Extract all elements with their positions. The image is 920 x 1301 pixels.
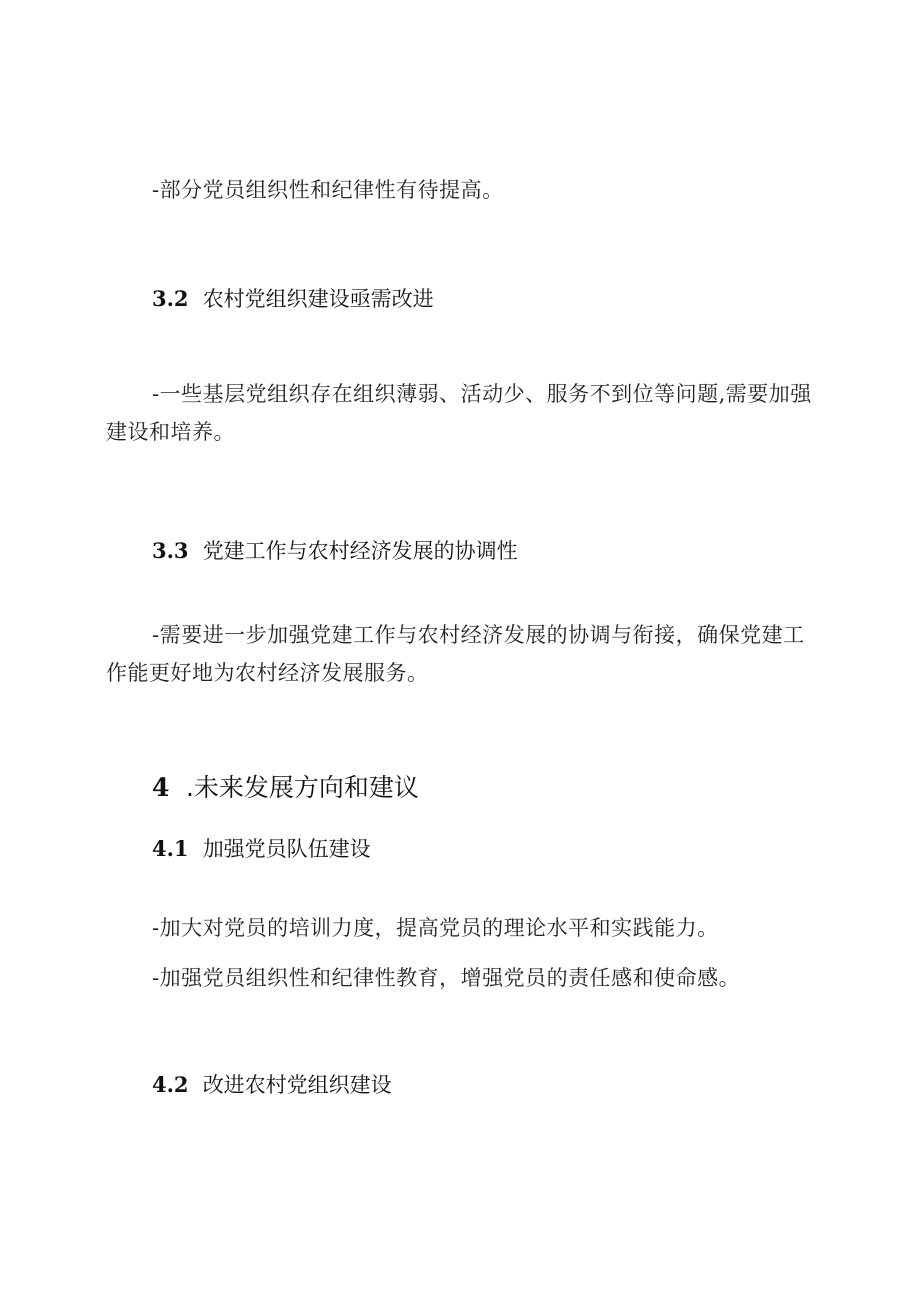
section-heading-3-3	[106, 536, 868, 566]
section-number: 3.3	[152, 538, 189, 563]
section-title: 加强党员队伍建设	[202, 837, 371, 861]
section-title: 农村党组织建设亟需改进	[202, 287, 434, 311]
section-heading-3-2	[106, 284, 868, 314]
paragraph-discipline-education: -加强党员组织性和纪律性教育，增强党员的责任感和使命感。	[152, 966, 741, 990]
section-heading-4-2	[106, 1070, 868, 1100]
section-heading-4-1	[106, 834, 868, 864]
chapter-number: 4	[152, 773, 170, 802]
chapter-title: .未来发展方向和建议	[185, 773, 419, 802]
chapter-heading-4	[106, 771, 868, 805]
paragraph-party-member-discipline: -部分党员组织性和纪律性有待提高。	[152, 178, 504, 202]
paragraph-training: -加大对党员的培训力度，提高党员的理论水平和实践能力。	[152, 916, 719, 940]
paragraph-economic-coordination: -需要进一步加强党建工作与农村经济发展的协调与衔接，确保党建工作能更好地为农村经济发展服务。	[106, 623, 805, 685]
section-number: 4.2	[152, 1072, 189, 1097]
section-title: 改进农村党组织建设	[202, 1073, 392, 1097]
section-title: 党建工作与农村经济发展的协调性	[202, 539, 518, 563]
section-number: 4.1	[152, 836, 189, 861]
section-number: 3.2	[152, 286, 189, 311]
paragraph-grassroots-organization: -一些基层党组织存在组织薄弱、活动少、服务不到位等问题,需要加强建设和培养。	[106, 382, 812, 444]
